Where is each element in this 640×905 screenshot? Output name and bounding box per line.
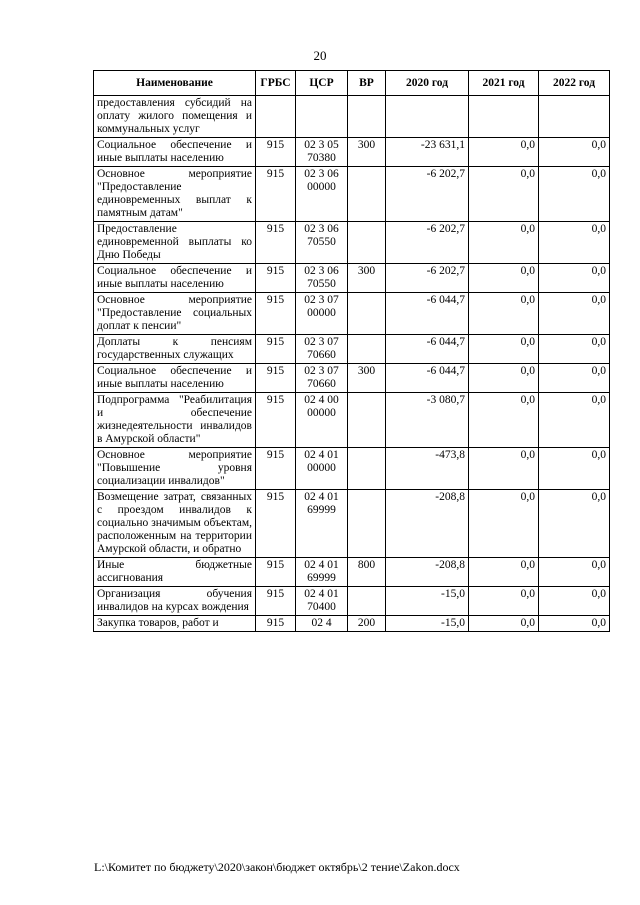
row-csr-cell: 02 3 05 70380	[296, 138, 348, 167]
row-csr-cell: 02 4 01 70400	[296, 587, 348, 616]
row-2020-cell: -208,8	[386, 490, 469, 558]
row-2020-cell: -6 202,7	[386, 167, 469, 222]
row-vr-cell: 800	[348, 558, 386, 587]
row-2021-cell: 0,0	[469, 222, 539, 264]
header-name: Наименование	[94, 71, 256, 96]
row-2021-cell: 0,0	[469, 138, 539, 167]
row-grbs-cell: 915	[256, 393, 296, 448]
row-2022-cell: 0,0	[539, 138, 610, 167]
row-grbs-cell: 915	[256, 616, 296, 632]
row-vr-cell	[348, 167, 386, 222]
row-vr-cell	[348, 335, 386, 364]
row-name-cell: Закупка товаров, работ и	[94, 616, 256, 632]
row-grbs-cell: 915	[256, 490, 296, 558]
row-csr-cell: 02 4 01 69999	[296, 558, 348, 587]
table-row	[94, 587, 610, 616]
row-2020-cell: -6 044,7	[386, 364, 469, 393]
row-grbs-cell: 915	[256, 558, 296, 587]
table-row	[94, 448, 610, 490]
row-2020-cell: -3 080,7	[386, 393, 469, 448]
row-csr-cell: 02 3 06 70550	[296, 222, 348, 264]
table-row	[94, 335, 610, 364]
row-vr-cell: 200	[348, 616, 386, 632]
row-vr-cell	[348, 448, 386, 490]
row-2020-cell: -15,0	[386, 587, 469, 616]
row-name-cell: Возмещение затрат, связанных с проездом инвалидов к социально значимым объектам, расположенным на территории Амурской области, и обратно	[94, 490, 256, 558]
row-2021-cell: 0,0	[469, 364, 539, 393]
row-2021-cell: 0,0	[469, 558, 539, 587]
row-2020-cell: -23 631,1	[386, 138, 469, 167]
header-vr: ВР	[348, 71, 386, 96]
table-row	[94, 293, 610, 335]
table-row	[94, 138, 610, 167]
table-row	[94, 264, 610, 293]
table-row	[94, 490, 610, 558]
row-2021-cell: 0,0	[469, 335, 539, 364]
row-2020-cell: -15,0	[386, 616, 469, 632]
row-grbs-cell: 915	[256, 167, 296, 222]
row-2020-cell: -6 202,7	[386, 222, 469, 264]
row-name-cell: Основное мероприятие "Повышение уровня социализации инвалидов"	[94, 448, 256, 490]
row-name-cell: Основное мероприятие "Предоставление единовременных выплат к памятным датам"	[94, 167, 256, 222]
row-2022-cell: 0,0	[539, 335, 610, 364]
row-name-cell: Организация обучения инвалидов на курсах вождения	[94, 587, 256, 616]
row-grbs-cell: 915	[256, 293, 296, 335]
row-2022-cell: 0,0	[539, 364, 610, 393]
row-2022-cell: 0,0	[539, 448, 610, 490]
row-grbs-cell: 915	[256, 222, 296, 264]
row-2020-cell: -6 044,7	[386, 293, 469, 335]
row-2022-cell: 0,0	[539, 393, 610, 448]
row-2022-cell	[539, 96, 610, 138]
row-2021-cell: 0,0	[469, 264, 539, 293]
row-csr-cell	[296, 96, 348, 138]
row-grbs-cell: 915	[256, 364, 296, 393]
row-2021-cell: 0,0	[469, 167, 539, 222]
table-row	[94, 558, 610, 587]
row-grbs-cell	[256, 96, 296, 138]
row-name-cell: Доплаты к пенсиям государственных служащих	[94, 335, 256, 364]
row-vr-cell	[348, 393, 386, 448]
row-2020-cell: -6 202,7	[386, 264, 469, 293]
row-vr-cell	[348, 222, 386, 264]
row-2020-cell: -6 044,7	[386, 335, 469, 364]
table-row	[94, 167, 610, 222]
table-row	[94, 364, 610, 393]
row-name-cell: Основное мероприятие "Предоставление социальных доплат к пенсии"	[94, 293, 256, 335]
row-2021-cell: 0,0	[469, 616, 539, 632]
row-2022-cell: 0,0	[539, 264, 610, 293]
row-vr-cell	[348, 587, 386, 616]
table-row	[94, 96, 610, 138]
row-2022-cell: 0,0	[539, 616, 610, 632]
row-2022-cell: 0,0	[539, 587, 610, 616]
row-name-cell: Подпрограмма "Реабилитация и обеспечение жизнедеятельности инвалидов в Амурской области"	[94, 393, 256, 448]
row-2022-cell: 0,0	[539, 167, 610, 222]
budget-table	[93, 70, 610, 632]
table-row	[94, 393, 610, 448]
header-grbs: ГРБС	[256, 71, 296, 96]
row-2022-cell: 0,0	[539, 558, 610, 587]
row-2020-cell	[386, 96, 469, 138]
row-name-cell: Предоставление единовременной выплаты ко Дню Победы	[94, 222, 256, 264]
page-number: 20	[313, 48, 327, 63]
row-csr-cell: 02 4	[296, 616, 348, 632]
row-name-cell: Социальное обеспечение и иные выплаты населению	[94, 138, 256, 167]
row-grbs-cell: 915	[256, 587, 296, 616]
row-vr-cell	[348, 293, 386, 335]
row-name-cell: Социальное обеспечение и иные выплаты населению	[94, 264, 256, 293]
table-header-row	[94, 71, 610, 96]
row-name-cell: Иные бюджетные ассигнования	[94, 558, 256, 587]
row-vr-cell: 300	[348, 138, 386, 167]
row-2022-cell: 0,0	[539, 293, 610, 335]
row-csr-cell: 02 3 06 00000	[296, 167, 348, 222]
row-grbs-cell: 915	[256, 264, 296, 293]
header-2022: 2022 год	[539, 71, 610, 96]
row-2022-cell: 0,0	[539, 490, 610, 558]
row-vr-cell	[348, 490, 386, 558]
row-csr-cell: 02 3 06 70550	[296, 264, 348, 293]
row-grbs-cell: 915	[256, 448, 296, 490]
row-2022-cell: 0,0	[539, 222, 610, 264]
row-csr-cell: 02 4 00 00000	[296, 393, 348, 448]
table-row	[94, 616, 610, 632]
row-2021-cell: 0,0	[469, 490, 539, 558]
row-name-cell: Социальное обеспечение и иные выплаты населению	[94, 364, 256, 393]
row-vr-cell: 300	[348, 264, 386, 293]
row-name-cell: предоставления субсидий на оплату жилого помещения и коммунальных услуг	[94, 96, 256, 138]
row-csr-cell: 02 3 07 70660	[296, 364, 348, 393]
row-vr-cell: 300	[348, 364, 386, 393]
row-csr-cell: 02 3 07 70660	[296, 335, 348, 364]
row-2021-cell: 0,0	[469, 293, 539, 335]
row-2021-cell: 0,0	[469, 587, 539, 616]
row-csr-cell: 02 4 01 69999	[296, 490, 348, 558]
row-2021-cell	[469, 96, 539, 138]
row-csr-cell: 02 3 07 00000	[296, 293, 348, 335]
table-row	[94, 222, 610, 264]
header-2021: 2021 год	[469, 71, 539, 96]
header-2020: 2020 год	[386, 71, 469, 96]
header-csr: ЦСР	[296, 71, 348, 96]
row-grbs-cell: 915	[256, 138, 296, 167]
row-vr-cell	[348, 96, 386, 138]
row-grbs-cell: 915	[256, 335, 296, 364]
footer-file-path: L:\Комитет по бюджету\2020\закон\бюджет октябрь\2 тение\Zakon.docx	[94, 860, 460, 874]
row-2021-cell: 0,0	[469, 393, 539, 448]
row-2021-cell: 0,0	[469, 448, 539, 490]
row-2020-cell: -473,8	[386, 448, 469, 490]
row-csr-cell: 02 4 01 00000	[296, 448, 348, 490]
row-2020-cell: -208,8	[386, 558, 469, 587]
